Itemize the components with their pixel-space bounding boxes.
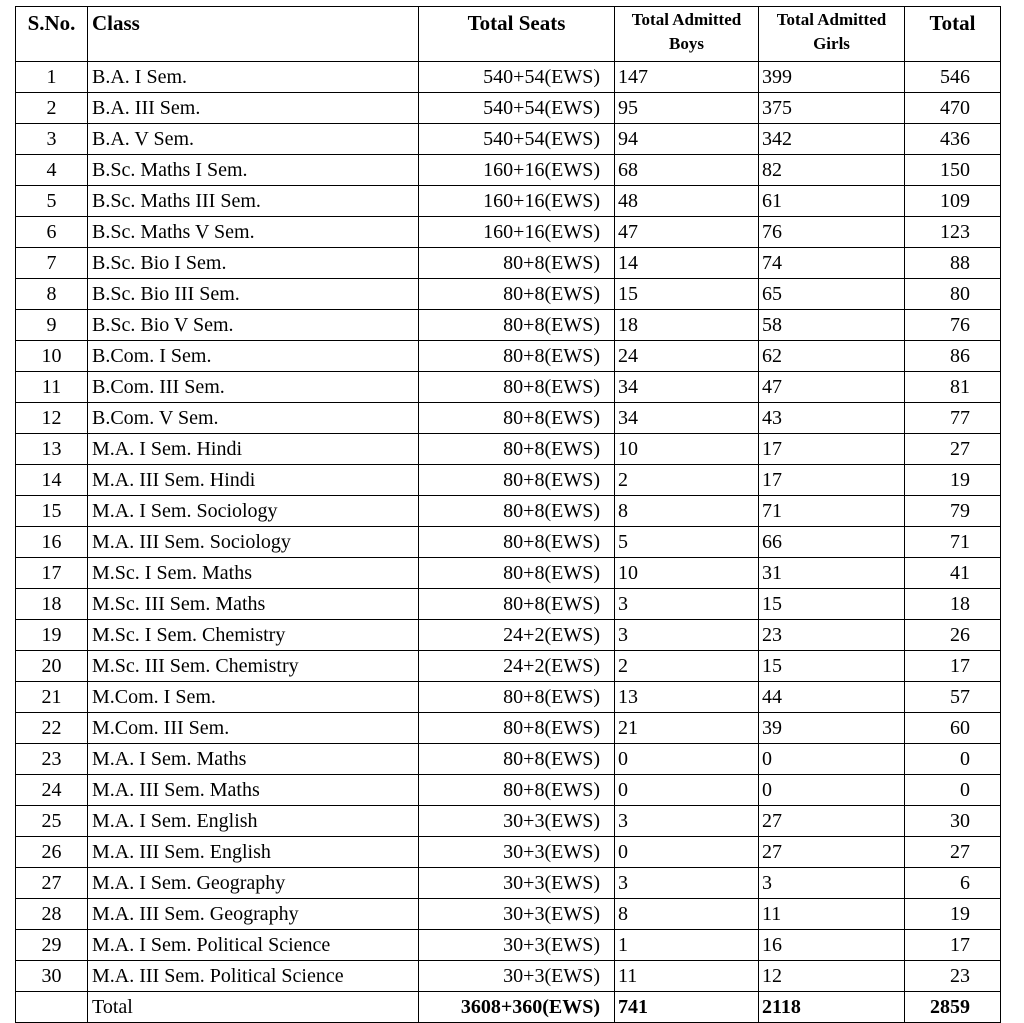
cell-sno: 28 <box>16 899 88 930</box>
cell-admitted-boys: 48 <box>615 186 759 217</box>
cell-admitted-girls: 15 <box>759 651 905 682</box>
cell-class: B.Sc. Maths V Sem. <box>88 217 419 248</box>
header-admitted-boys: Total Admitted Boys <box>615 7 759 62</box>
cell-admitted-boys: 3 <box>615 806 759 837</box>
cell-total-seats: 80+8(EWS) <box>419 713 615 744</box>
cell-total-seats: 80+8(EWS) <box>419 310 615 341</box>
cell-total: 60 <box>905 713 1001 744</box>
cell-class: M.A. III Sem. Hindi <box>88 465 419 496</box>
cell-class: M.A. I Sem. Maths <box>88 744 419 775</box>
cell-total: 0 <box>905 744 1001 775</box>
cell-admitted-girls: 16 <box>759 930 905 961</box>
table-row <box>16 372 1001 403</box>
total-total: 2859 <box>905 992 1001 1023</box>
cell-total: 30 <box>905 806 1001 837</box>
cell-sno: 9 <box>16 310 88 341</box>
cell-sno: 8 <box>16 279 88 310</box>
table-row <box>16 651 1001 682</box>
header-total: Total <box>905 7 1001 62</box>
cell-sno: 19 <box>16 620 88 651</box>
cell-total-seats: 30+3(EWS) <box>419 961 615 992</box>
header-total-seats: Total Seats <box>419 7 615 62</box>
cell-admitted-boys: 13 <box>615 682 759 713</box>
cell-admitted-boys: 147 <box>615 62 759 93</box>
cell-admitted-boys: 5 <box>615 527 759 558</box>
cell-admitted-girls: 61 <box>759 186 905 217</box>
cell-admitted-girls: 65 <box>759 279 905 310</box>
cell-total: 0 <box>905 775 1001 806</box>
table-row <box>16 341 1001 372</box>
table-row <box>16 558 1001 589</box>
cell-class: M.Sc. I Sem. Chemistry <box>88 620 419 651</box>
cell-sno: 21 <box>16 682 88 713</box>
cell-admitted-boys: 68 <box>615 155 759 186</box>
cell-total: 470 <box>905 93 1001 124</box>
cell-total-seats: 30+3(EWS) <box>419 899 615 930</box>
cell-admitted-girls: 27 <box>759 837 905 868</box>
cell-total: 71 <box>905 527 1001 558</box>
table-row <box>16 403 1001 434</box>
cell-total: 26 <box>905 620 1001 651</box>
cell-admitted-girls: 62 <box>759 341 905 372</box>
cell-total: 86 <box>905 341 1001 372</box>
cell-admitted-boys: 95 <box>615 93 759 124</box>
cell-total: 79 <box>905 496 1001 527</box>
cell-sno: 17 <box>16 558 88 589</box>
cell-class: M.A. III Sem. Sociology <box>88 527 419 558</box>
cell-admitted-girls: 58 <box>759 310 905 341</box>
cell-admitted-girls: 15 <box>759 589 905 620</box>
cell-admitted-girls: 3 <box>759 868 905 899</box>
cell-class: M.Sc. III Sem. Maths <box>88 589 419 620</box>
table-row <box>16 93 1001 124</box>
table-row <box>16 279 1001 310</box>
cell-total-seats: 80+8(EWS) <box>419 248 615 279</box>
cell-admitted-girls: 0 <box>759 775 905 806</box>
cell-total: 23 <box>905 961 1001 992</box>
cell-sno: 11 <box>16 372 88 403</box>
cell-sno: 6 <box>16 217 88 248</box>
cell-admitted-girls: 17 <box>759 434 905 465</box>
cell-admitted-boys: 14 <box>615 248 759 279</box>
header-sno: S.No. <box>16 7 88 62</box>
cell-class: B.Sc. Bio V Sem. <box>88 310 419 341</box>
cell-admitted-girls: 27 <box>759 806 905 837</box>
cell-class: M.A. III Sem. English <box>88 837 419 868</box>
cell-admitted-girls: 17 <box>759 465 905 496</box>
cell-class: M.Com. I Sem. <box>88 682 419 713</box>
cell-admitted-girls: 342 <box>759 124 905 155</box>
cell-total-seats: 80+8(EWS) <box>419 527 615 558</box>
cell-class: B.Sc. Maths III Sem. <box>88 186 419 217</box>
cell-admitted-girls: 43 <box>759 403 905 434</box>
cell-class: M.Sc. I Sem. Maths <box>88 558 419 589</box>
cell-sno: 20 <box>16 651 88 682</box>
cell-class: M.A. III Sem. Political Science <box>88 961 419 992</box>
cell-admitted-girls: 44 <box>759 682 905 713</box>
cell-total: 19 <box>905 465 1001 496</box>
cell-sno: 29 <box>16 930 88 961</box>
cell-admitted-boys: 15 <box>615 279 759 310</box>
cell-class: M.A. I Sem. Sociology <box>88 496 419 527</box>
cell-sno: 14 <box>16 465 88 496</box>
cell-admitted-girls: 11 <box>759 899 905 930</box>
cell-admitted-girls: 71 <box>759 496 905 527</box>
cell-admitted-boys: 0 <box>615 837 759 868</box>
cell-admitted-girls: 399 <box>759 62 905 93</box>
cell-class: B.Sc. Bio I Sem. <box>88 248 419 279</box>
table-row <box>16 62 1001 93</box>
admission-table <box>15 6 1001 1023</box>
cell-class: M.A. III Sem. Maths <box>88 775 419 806</box>
cell-total-seats: 30+3(EWS) <box>419 868 615 899</box>
cell-admitted-boys: 11 <box>615 961 759 992</box>
cell-total-seats: 160+16(EWS) <box>419 186 615 217</box>
cell-total: 6 <box>905 868 1001 899</box>
cell-total: 27 <box>905 434 1001 465</box>
cell-total-seats: 540+54(EWS) <box>419 62 615 93</box>
table-row <box>16 124 1001 155</box>
cell-admitted-boys: 3 <box>615 868 759 899</box>
cell-admitted-boys: 47 <box>615 217 759 248</box>
cell-total: 76 <box>905 310 1001 341</box>
cell-sno: 7 <box>16 248 88 279</box>
cell-total-seats: 80+8(EWS) <box>419 403 615 434</box>
cell-admitted-boys: 24 <box>615 341 759 372</box>
table-row <box>16 806 1001 837</box>
cell-total: 80 <box>905 279 1001 310</box>
cell-total: 88 <box>905 248 1001 279</box>
cell-total-seats: 160+16(EWS) <box>419 155 615 186</box>
table-row <box>16 248 1001 279</box>
cell-total-seats: 30+3(EWS) <box>419 806 615 837</box>
cell-sno: 3 <box>16 124 88 155</box>
cell-class: B.A. III Sem. <box>88 93 419 124</box>
table-row <box>16 713 1001 744</box>
cell-total: 123 <box>905 217 1001 248</box>
cell-total-seats: 80+8(EWS) <box>419 682 615 713</box>
cell-class: M.A. I Sem. Geography <box>88 868 419 899</box>
table-row <box>16 775 1001 806</box>
cell-admitted-girls: 375 <box>759 93 905 124</box>
cell-total: 17 <box>905 930 1001 961</box>
cell-total: 17 <box>905 651 1001 682</box>
cell-total-seats: 30+3(EWS) <box>419 837 615 868</box>
table-row <box>16 155 1001 186</box>
total-boys: 741 <box>615 992 759 1023</box>
cell-class: B.A. I Sem. <box>88 62 419 93</box>
cell-class: M.A. I Sem. Political Science <box>88 930 419 961</box>
cell-total: 81 <box>905 372 1001 403</box>
cell-admitted-girls: 31 <box>759 558 905 589</box>
cell-class: M.A. I Sem. Hindi <box>88 434 419 465</box>
cell-total: 41 <box>905 558 1001 589</box>
cell-total-seats: 80+8(EWS) <box>419 341 615 372</box>
cell-total: 436 <box>905 124 1001 155</box>
cell-admitted-girls: 76 <box>759 217 905 248</box>
table-row <box>16 620 1001 651</box>
cell-admitted-boys: 3 <box>615 589 759 620</box>
cell-sno: 15 <box>16 496 88 527</box>
header-class: Class <box>88 7 419 62</box>
cell-admitted-girls: 82 <box>759 155 905 186</box>
cell-class: B.Com. I Sem. <box>88 341 419 372</box>
cell-total: 150 <box>905 155 1001 186</box>
cell-admitted-boys: 34 <box>615 403 759 434</box>
cell-class: M.A. III Sem. Geography <box>88 899 419 930</box>
cell-total-seats: 540+54(EWS) <box>419 93 615 124</box>
table-body <box>16 62 1001 992</box>
cell-total-seats: 540+54(EWS) <box>419 124 615 155</box>
cell-total-seats: 80+8(EWS) <box>419 775 615 806</box>
table-row <box>16 434 1001 465</box>
cell-sno: 27 <box>16 868 88 899</box>
cell-admitted-boys: 1 <box>615 930 759 961</box>
cell-admitted-girls: 39 <box>759 713 905 744</box>
cell-admitted-boys: 2 <box>615 651 759 682</box>
cell-sno: 12 <box>16 403 88 434</box>
cell-admitted-boys: 8 <box>615 899 759 930</box>
cell-total: 77 <box>905 403 1001 434</box>
cell-total: 18 <box>905 589 1001 620</box>
cell-sno: 30 <box>16 961 88 992</box>
cell-sno: 10 <box>16 341 88 372</box>
table-row <box>16 465 1001 496</box>
cell-sno: 16 <box>16 527 88 558</box>
cell-admitted-boys: 3 <box>615 620 759 651</box>
cell-total-seats: 30+3(EWS) <box>419 930 615 961</box>
cell-sno: 13 <box>16 434 88 465</box>
cell-admitted-girls: 12 <box>759 961 905 992</box>
total-sno <box>16 992 88 1023</box>
cell-sno: 2 <box>16 93 88 124</box>
table-row <box>16 682 1001 713</box>
cell-class: B.Sc. Maths I Sem. <box>88 155 419 186</box>
table-row <box>16 186 1001 217</box>
cell-total: 27 <box>905 837 1001 868</box>
cell-admitted-girls: 66 <box>759 527 905 558</box>
cell-admitted-boys: 10 <box>615 558 759 589</box>
cell-total-seats: 80+8(EWS) <box>419 465 615 496</box>
cell-total: 546 <box>905 62 1001 93</box>
cell-total-seats: 160+16(EWS) <box>419 217 615 248</box>
cell-class: M.A. I Sem. English <box>88 806 419 837</box>
cell-sno: 5 <box>16 186 88 217</box>
cell-sno: 18 <box>16 589 88 620</box>
total-seats: 3608+360(EWS) <box>419 992 615 1023</box>
table-row <box>16 837 1001 868</box>
total-girls: 2118 <box>759 992 905 1023</box>
header-row <box>16 7 1001 62</box>
cell-total-seats: 80+8(EWS) <box>419 589 615 620</box>
header-admitted-girls: Total Admitted Girls <box>759 7 905 62</box>
cell-class: B.Com. V Sem. <box>88 403 419 434</box>
cell-admitted-girls: 47 <box>759 372 905 403</box>
cell-total-seats: 80+8(EWS) <box>419 279 615 310</box>
cell-sno: 24 <box>16 775 88 806</box>
cell-class: M.Sc. III Sem. Chemistry <box>88 651 419 682</box>
table-row <box>16 496 1001 527</box>
table-row <box>16 961 1001 992</box>
cell-admitted-boys: 0 <box>615 744 759 775</box>
cell-admitted-boys: 94 <box>615 124 759 155</box>
cell-admitted-girls: 74 <box>759 248 905 279</box>
cell-admitted-boys: 2 <box>615 465 759 496</box>
cell-total-seats: 80+8(EWS) <box>419 434 615 465</box>
cell-total-seats: 80+8(EWS) <box>419 744 615 775</box>
cell-admitted-boys: 34 <box>615 372 759 403</box>
table-row <box>16 930 1001 961</box>
cell-total: 57 <box>905 682 1001 713</box>
cell-total-seats: 80+8(EWS) <box>419 558 615 589</box>
cell-total: 19 <box>905 899 1001 930</box>
cell-class: B.Com. III Sem. <box>88 372 419 403</box>
cell-class: M.Com. III Sem. <box>88 713 419 744</box>
cell-sno: 4 <box>16 155 88 186</box>
cell-admitted-girls: 0 <box>759 744 905 775</box>
table-row <box>16 868 1001 899</box>
total-row <box>16 992 1001 1023</box>
cell-total-seats: 80+8(EWS) <box>419 372 615 403</box>
cell-admitted-boys: 0 <box>615 775 759 806</box>
cell-sno: 1 <box>16 62 88 93</box>
table-row <box>16 589 1001 620</box>
cell-sno: 23 <box>16 744 88 775</box>
cell-admitted-girls: 23 <box>759 620 905 651</box>
table-row <box>16 527 1001 558</box>
cell-class: B.A. V Sem. <box>88 124 419 155</box>
table-row <box>16 217 1001 248</box>
cell-total-seats: 24+2(EWS) <box>419 620 615 651</box>
cell-admitted-boys: 18 <box>615 310 759 341</box>
cell-admitted-boys: 8 <box>615 496 759 527</box>
cell-sno: 26 <box>16 837 88 868</box>
cell-sno: 22 <box>16 713 88 744</box>
cell-admitted-boys: 10 <box>615 434 759 465</box>
cell-total-seats: 24+2(EWS) <box>419 651 615 682</box>
cell-admitted-boys: 21 <box>615 713 759 744</box>
cell-sno: 25 <box>16 806 88 837</box>
total-label: Total <box>88 992 419 1023</box>
cell-total-seats: 80+8(EWS) <box>419 496 615 527</box>
table-row <box>16 899 1001 930</box>
cell-class: B.Sc. Bio III Sem. <box>88 279 419 310</box>
cell-total: 109 <box>905 186 1001 217</box>
table-row <box>16 310 1001 341</box>
table-row <box>16 744 1001 775</box>
